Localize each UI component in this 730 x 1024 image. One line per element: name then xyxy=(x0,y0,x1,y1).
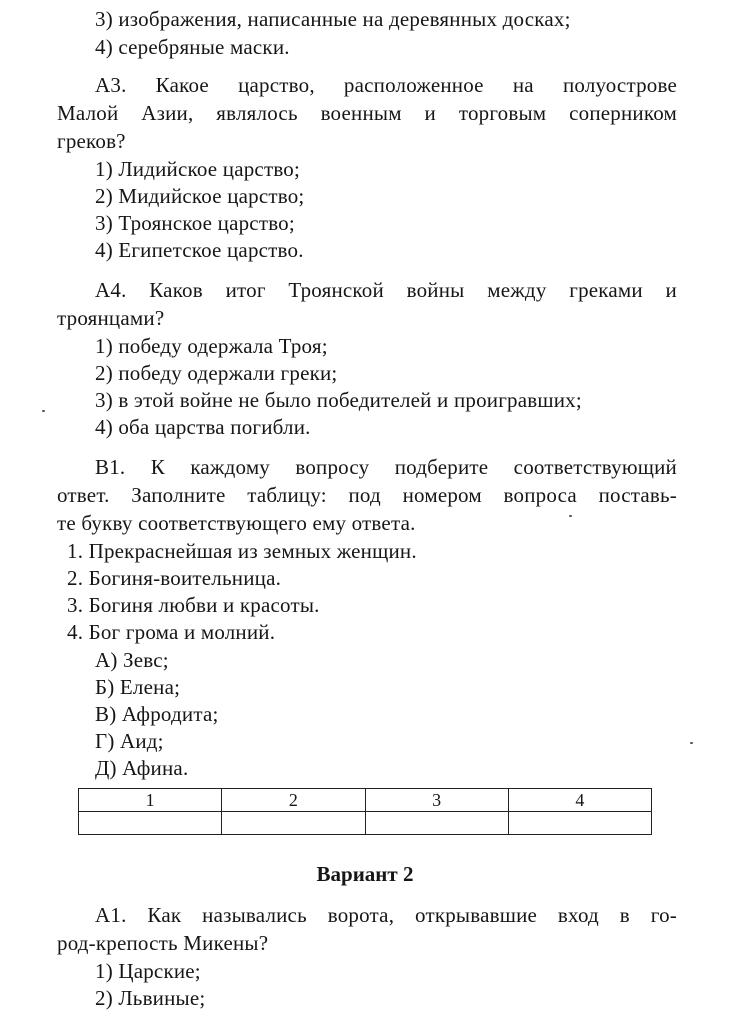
matching-question: 2. Богиня-воительница. xyxy=(67,566,282,590)
option-line: 3) в этой войне не было победителей и проигравших; xyxy=(95,388,582,412)
question-v2-a1-line: род-крепость Микены? xyxy=(57,931,269,955)
option-line: 4) серебряные маски. xyxy=(95,35,290,59)
option-line: 1) Царские; xyxy=(95,959,201,983)
option-line: 4) оба царства погибли. xyxy=(95,415,311,439)
option-line: 2) Мидийское царство; xyxy=(95,184,305,208)
scan-speck xyxy=(569,515,572,517)
question-b1-line: те букву соответствующего ему ответа. xyxy=(57,511,416,535)
matching-answer: Б) Елена; xyxy=(95,675,181,699)
scan-speck xyxy=(42,410,45,412)
answer-cell xyxy=(79,812,222,835)
answer-table-header: 2 xyxy=(222,789,365,812)
matching-answer: Г) Аид; xyxy=(95,729,164,753)
variant-title: Вариант 2 xyxy=(316,862,414,886)
answer-table-header-row xyxy=(79,789,652,812)
matching-answer: А) Зевс; xyxy=(95,648,169,672)
matching-question: 4. Бог грома и молний. xyxy=(67,620,276,644)
answer-table-blank-row xyxy=(79,812,652,835)
question-a4-line: троянцами? xyxy=(57,306,165,330)
matching-answer: В) Афродита; xyxy=(95,702,219,726)
question-a3-line: греков? xyxy=(57,129,126,153)
matching-answer: Д) Афина. xyxy=(95,756,189,780)
answer-table xyxy=(78,788,652,835)
question-a4-line: А4. Каков итог Троянской войны между греками и xyxy=(95,278,677,302)
option-line: 3) изображения, написанные на деревянных досках; xyxy=(95,7,571,31)
question-a3-line: Малой Азии, являлось военным и торговым соперником xyxy=(57,101,677,125)
answer-cell xyxy=(508,812,651,835)
option-line: 1) победу одержала Троя; xyxy=(95,334,328,358)
answer-table-header: 1 xyxy=(79,789,222,812)
question-v2-a1-line: А1. Как назывались ворота, открывавшие вход в го- xyxy=(95,903,677,927)
question-a3-line: А3. Какое царство, расположенное на полуострове xyxy=(95,73,677,97)
question-b1-line: ответ. Заполните таблицу: под номером вопроса поставь- xyxy=(57,483,677,507)
matching-question: 1. Прекраснейшая из земных женщин. xyxy=(67,539,417,563)
answer-table-header: 4 xyxy=(508,789,651,812)
option-line: 3) Троянское царство; xyxy=(95,211,295,235)
option-line: 1) Лидийское царство; xyxy=(95,157,301,181)
answer-cell xyxy=(365,812,508,835)
answer-table-header: 3 xyxy=(365,789,508,812)
option-line: 2) Львиные; xyxy=(95,986,206,1010)
question-b1-line: В1. К каждому вопросу подберите соответствующий xyxy=(95,455,677,479)
scan-speck xyxy=(690,742,693,744)
answer-cell xyxy=(222,812,365,835)
option-line: 2) победу одержали греки; xyxy=(95,361,338,385)
matching-question: 3. Богиня любви и красоты. xyxy=(67,593,320,617)
option-line: 4) Египетское царство. xyxy=(95,238,304,262)
